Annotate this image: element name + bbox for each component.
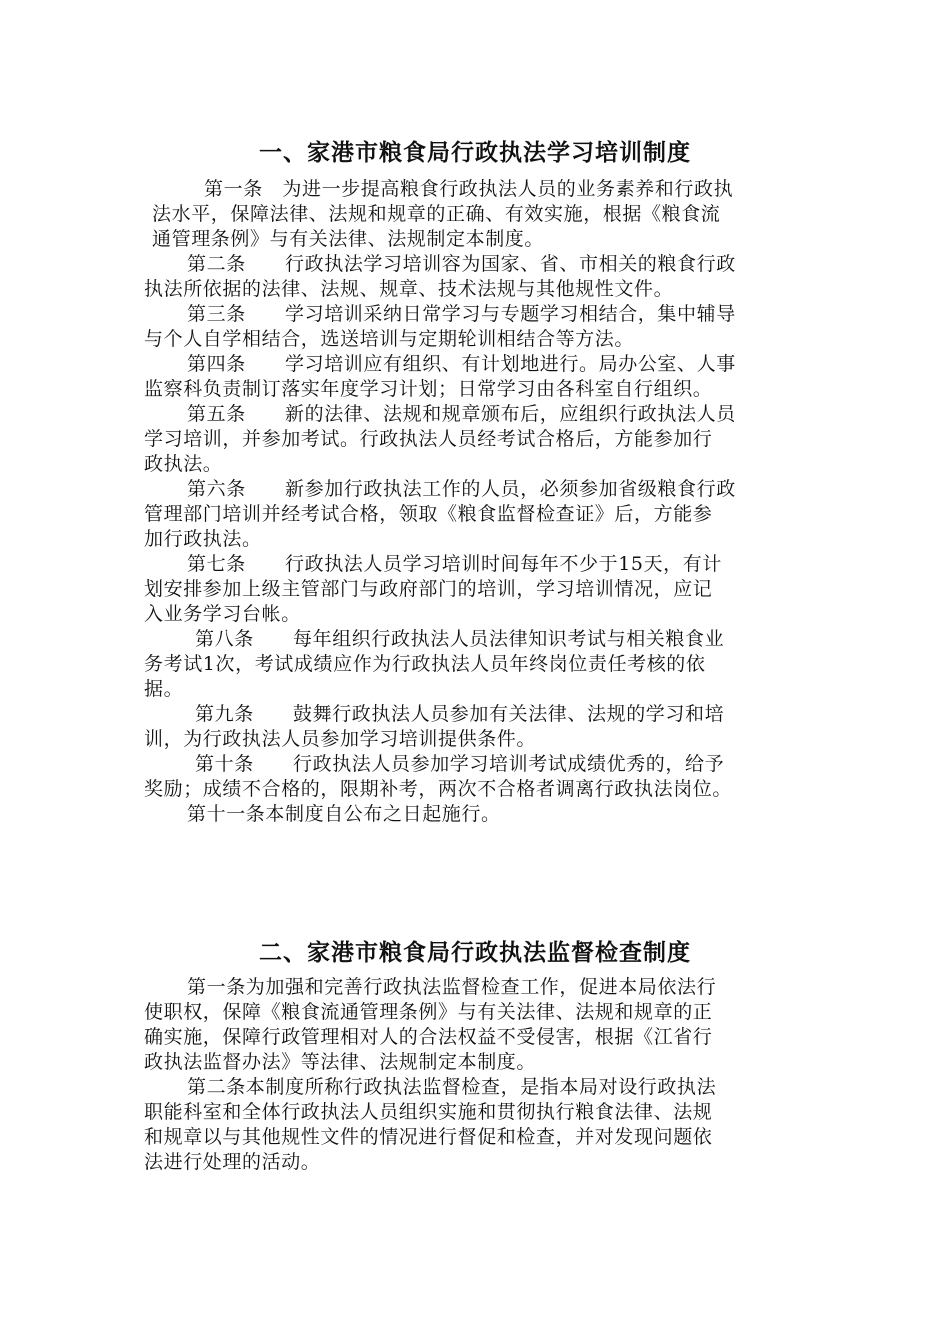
section-title: 二、家港市粮食局行政执法监督检查制度	[259, 940, 691, 966]
paragraph-line: 第十一条本制度自公布之日起施行。	[187, 803, 501, 825]
paragraph-line: 与个人自学相结合，选送培训与定期轮训相结合等方法。	[144, 328, 635, 350]
paragraph-line: 通管理条例》与有关法律、法规制定本制度。	[152, 228, 545, 250]
paragraph-line: 管理部门培训并经考试合格，领取《粮食监督检查证》后，方能参	[144, 503, 713, 525]
paragraph-line: 第十条 行政执法人员参加学习培训考试成绩优秀的，给予	[195, 753, 725, 775]
paragraph-line: 第一条为加强和完善行政执法监督检查工作，促进本局依法行	[187, 976, 717, 998]
paragraph-line: 训，为行政执法人员参加学习培训提供条件。	[144, 728, 537, 750]
paragraph-line: 奖励；成绩不合格的，限期补考，两次不合格者调离行政执法岗位。	[144, 778, 733, 800]
paragraph-line: 第八条 每年组织行政执法人员法律知识考试与相关粮食业	[195, 628, 725, 650]
paragraph-line: 第二条本制度所称行政执法监督检查，是指本局对设行政执法	[187, 1076, 717, 1098]
paragraph-line: 第五条 新的法律、法规和规章颁布后，应组织行政执法人员	[187, 403, 736, 425]
section-title: 一、家港市粮食局行政执法学习培训制度	[259, 140, 691, 166]
paragraph-line: 确实施，保障行政管理相对人的合法权益不受侵害，根据《江省行	[144, 1026, 713, 1048]
paragraph-line: 划安排参加上级主管部门与政府部门的培训，学习培训情况，应记	[144, 578, 713, 600]
paragraph-line: 第一条 为进一步提高粮食行政执法人员的业务素养和行政执	[204, 178, 734, 200]
paragraph-line: 入业务学习台帐。	[144, 603, 301, 625]
paragraph-line: 务考试1次，考试成绩应作为行政执法人员年终岗位责任考核的依	[144, 653, 706, 675]
paragraph-line: 法进行处理的活动。	[144, 1151, 321, 1173]
paragraph-line: 法水平，保障法律、法规和规章的正确、有效实施，根据《粮食流	[152, 203, 721, 225]
paragraph-line: 和规章以与其他规性文件的情况进行督促和检查，并对发现问题依	[144, 1126, 713, 1148]
paragraph-line: 政执法。	[144, 453, 223, 475]
paragraph-line: 监察科负责制订落实年度学习计划；日常学习由各科室自行组织。	[144, 378, 713, 400]
paragraph-line: 第七条 行政执法人员学习培训时间每年不少于15天，有计	[187, 553, 722, 575]
paragraph-line: 学习培训，并参加考试。行政执法人员经考试合格后，方能参加行	[144, 428, 713, 450]
paragraph-line: 政执法监督办法》等法律、法规制定本制度。	[144, 1051, 537, 1073]
paragraph-line: 第二条 行政执法学习培训容为国家、省、市相关的粮食行政	[187, 253, 736, 275]
paragraph-line: 据。	[144, 678, 184, 700]
paragraph-line: 第三条 学习培训采纳日常学习与专题学习相结合，集中辅导	[187, 303, 736, 325]
paragraph-line: 职能科室和全体行政执法人员组织实施和贯彻执行粮食法律、法规	[144, 1101, 713, 1123]
paragraph-line: 加行政执法。	[144, 528, 262, 550]
paragraph-line: 第九条 鼓舞行政执法人员参加有关法律、法规的学习和培	[195, 703, 725, 725]
paragraph-line: 执法所依据的法律、法规、规章、技术法规与其他规性文件。	[144, 278, 674, 300]
paragraph-line: 使职权，保障《粮食流通管理条例》与有关法律、法规和规章的正	[144, 1001, 713, 1023]
paragraph-line: 第六条 新参加行政执法工作的人员，必须参加省级粮食行政	[187, 478, 736, 500]
paragraph-line: 第四条 学习培训应有组织、有计划地进行。局办公室、人事	[187, 353, 736, 375]
